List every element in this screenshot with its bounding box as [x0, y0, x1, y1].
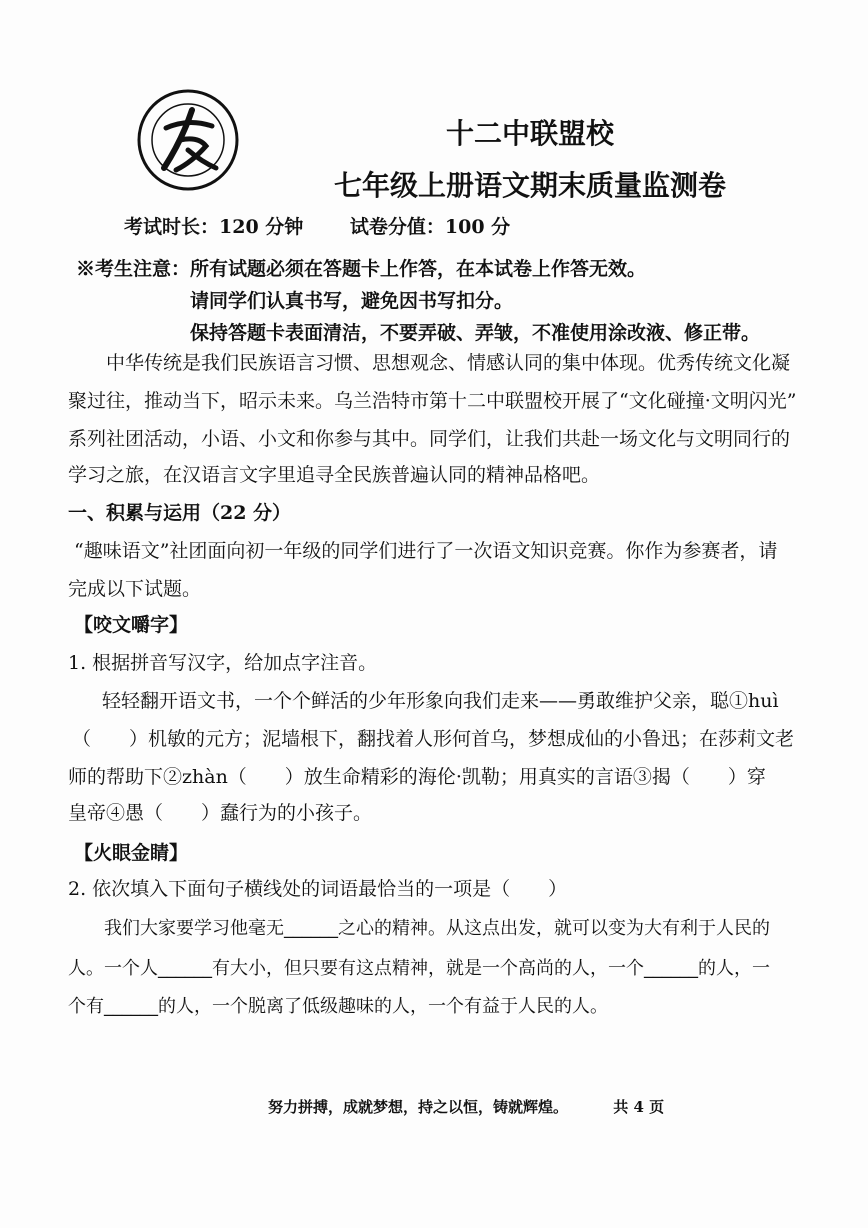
school-logo	[136, 88, 240, 192]
part-2-label: 【火眼金睛】	[74, 842, 189, 864]
intro-line-1: 中华传统是我们民族语言习惯、思想观念、情感认同的集中体现。优秀传统文化凝	[106, 352, 791, 374]
question-2-passage-line-2: 人。一个人______有大小，但只要有这点精神，就是一个高尚的人，一个______的人，一	[68, 958, 770, 979]
part-1-label: 【咬文嚼字】	[74, 614, 189, 636]
intro-line-2: 聚过往，推动当下，昭示未来。乌兰浩特市第十二中联盟校开展了“文化碰撞·文明闪光”	[68, 390, 797, 412]
page-count: 共 4 页	[613, 1098, 665, 1116]
question-1: 1. 根据拼音写汉字，给加点字注音。	[68, 652, 378, 674]
notice-line-1: ※考生注意：所有试题必须在答题卡上作答，在本试卷上作答无效。	[76, 258, 647, 280]
question-1-passage	[0, 684, 806, 834]
question-2-passage-line-1: 我们大家要学习他毫无______之心的精神。从这点出发，就可以变为大有利于人民的	[104, 918, 770, 939]
intro-line-3: 系列社团活动，小语、小文和你参与其中。同学们，让我们共赴一场文化与文明同行的	[68, 428, 791, 450]
exam-info	[124, 214, 550, 240]
exam-score: 试卷分值：100 分	[349, 216, 511, 238]
page-footer	[268, 1096, 664, 1117]
intro-line-4: 学习之旅，在汉语言文字里追寻全民族普遍认同的精神品格吧。	[68, 464, 601, 486]
exam-duration: 考试时长：120 分钟	[124, 216, 304, 238]
question-2-passage-line-3: 个有______的人，一个脱离了低级趣味的人，一个有益于人民的人。	[68, 996, 608, 1017]
question-1-passage-line-1: 轻轻翻开语文书，一个个鲜活的少年形象向我们走来——勇敢维护父亲，聪①huì	[102, 690, 779, 712]
footer-motto: 努力拼搏，成就梦想，持之以恒，铸就辉煌。	[268, 1098, 569, 1116]
school-title: 十二中联盟校	[445, 117, 614, 150]
notice-line-2: 请同学们认真书写，避免因书写扣分。	[190, 290, 514, 312]
section-1-desc-1: “趣味语文”社团面向初一年级的同学们进行了一次语文知识竞赛。你作为参赛者，请	[74, 540, 778, 562]
question-2-passage	[0, 910, 800, 1030]
question-1-passage-line-3: 师的帮助下②zhàn（ ）放生命精彩的海伦·凯勒；用真实的言语③揭（ ）穿	[68, 766, 766, 788]
notice-line-3: 保持答题卡表面清洁，不要弄破、弄皱，不准使用涂改液、修正带。	[190, 322, 761, 344]
section-1-heading: 一、积累与运用（22 分）	[68, 502, 292, 524]
question-1-passage-line-2: （ ）机敏的元方；泥墙根下，翻找着人形何首乌，梦想成仙的小鲁迅；在莎莉文老	[72, 728, 795, 750]
exam-title: 七年级上册语文期末质量监测卷	[333, 169, 726, 202]
section-1-desc-2: 完成以下试题。	[68, 578, 202, 600]
question-1-passage-line-4: 皇帝④愚（ ）蠢行为的小孩子。	[68, 802, 373, 824]
question-2: 2. 依次填入下面句子横线处的词语最恰当的一项是（ ）	[68, 878, 568, 900]
